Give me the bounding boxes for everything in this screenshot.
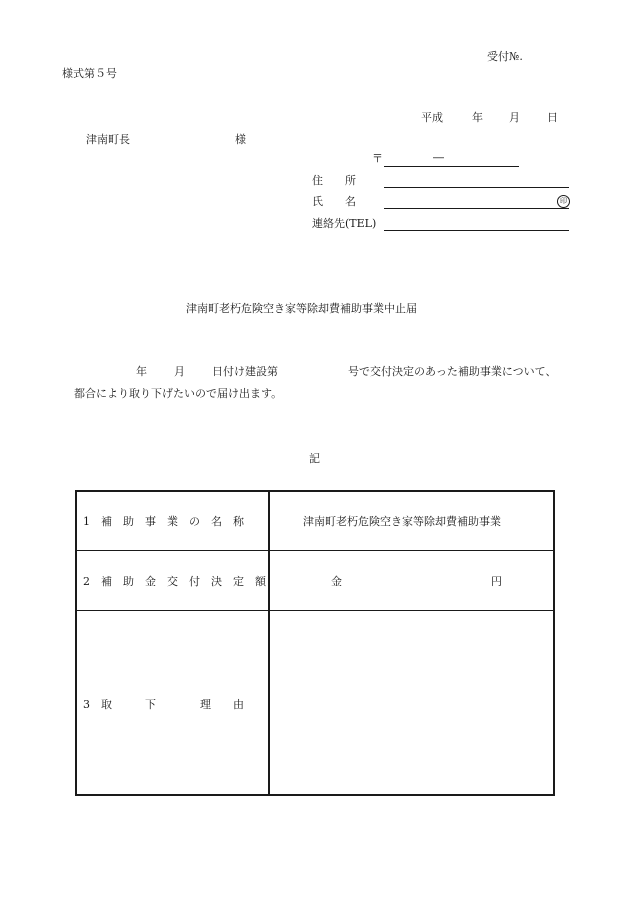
addressee: 津南町長: [86, 133, 130, 146]
receipt-number-label: 受付№.: [487, 50, 523, 63]
body-year: 年: [136, 365, 147, 378]
row2-value-prefix: 金: [331, 575, 342, 588]
date-era: 平成: [421, 111, 443, 124]
row1-value: 津南町老朽危険空き家等除却費補助事業: [303, 515, 501, 528]
name-label: 氏 名: [312, 195, 356, 208]
form-number: 様式第５号: [62, 67, 117, 80]
contact-label: 連絡先(TEL): [312, 217, 377, 230]
table-row-divider: [77, 550, 553, 551]
body-month: 月: [174, 365, 185, 378]
row3-label: 3 取 下 理 由: [83, 698, 244, 711]
row3-value[interactable]: [277, 622, 547, 782]
honorific: 様: [235, 133, 246, 146]
address-field[interactable]: [384, 187, 569, 188]
body-dated-ref: 日付け建設第: [212, 365, 278, 378]
date-year: 年: [472, 111, 483, 124]
body-line2: 都合により取り下げたいので届け出ます。: [74, 387, 283, 400]
contact-field[interactable]: [384, 230, 569, 231]
row2-value-suffix: 円: [491, 575, 502, 588]
postal-dash: ―: [433, 151, 444, 164]
postal-code-field[interactable]: [384, 166, 519, 167]
address-label: 住 所: [312, 174, 356, 187]
row2-label: 2 補 助 金 交 付 決 定 額: [83, 575, 266, 588]
name-field[interactable]: [384, 208, 569, 209]
document-title: 津南町老朽危険空き家等除却費補助事業中止届: [186, 302, 417, 315]
ki-heading: 記: [309, 452, 320, 465]
seal-icon: 印: [557, 195, 570, 208]
details-table: [75, 490, 555, 796]
date-month: 月: [509, 111, 520, 124]
table-row-divider: [77, 610, 553, 611]
date-day: 日: [547, 111, 558, 124]
table-column-divider: [268, 492, 270, 794]
postal-mark: 〒: [372, 152, 383, 165]
body-line1-rest: 号で交付決定のあった補助事業について、: [348, 365, 557, 378]
row1-label: 1 補 助 事 業 の 名 称: [83, 515, 244, 528]
